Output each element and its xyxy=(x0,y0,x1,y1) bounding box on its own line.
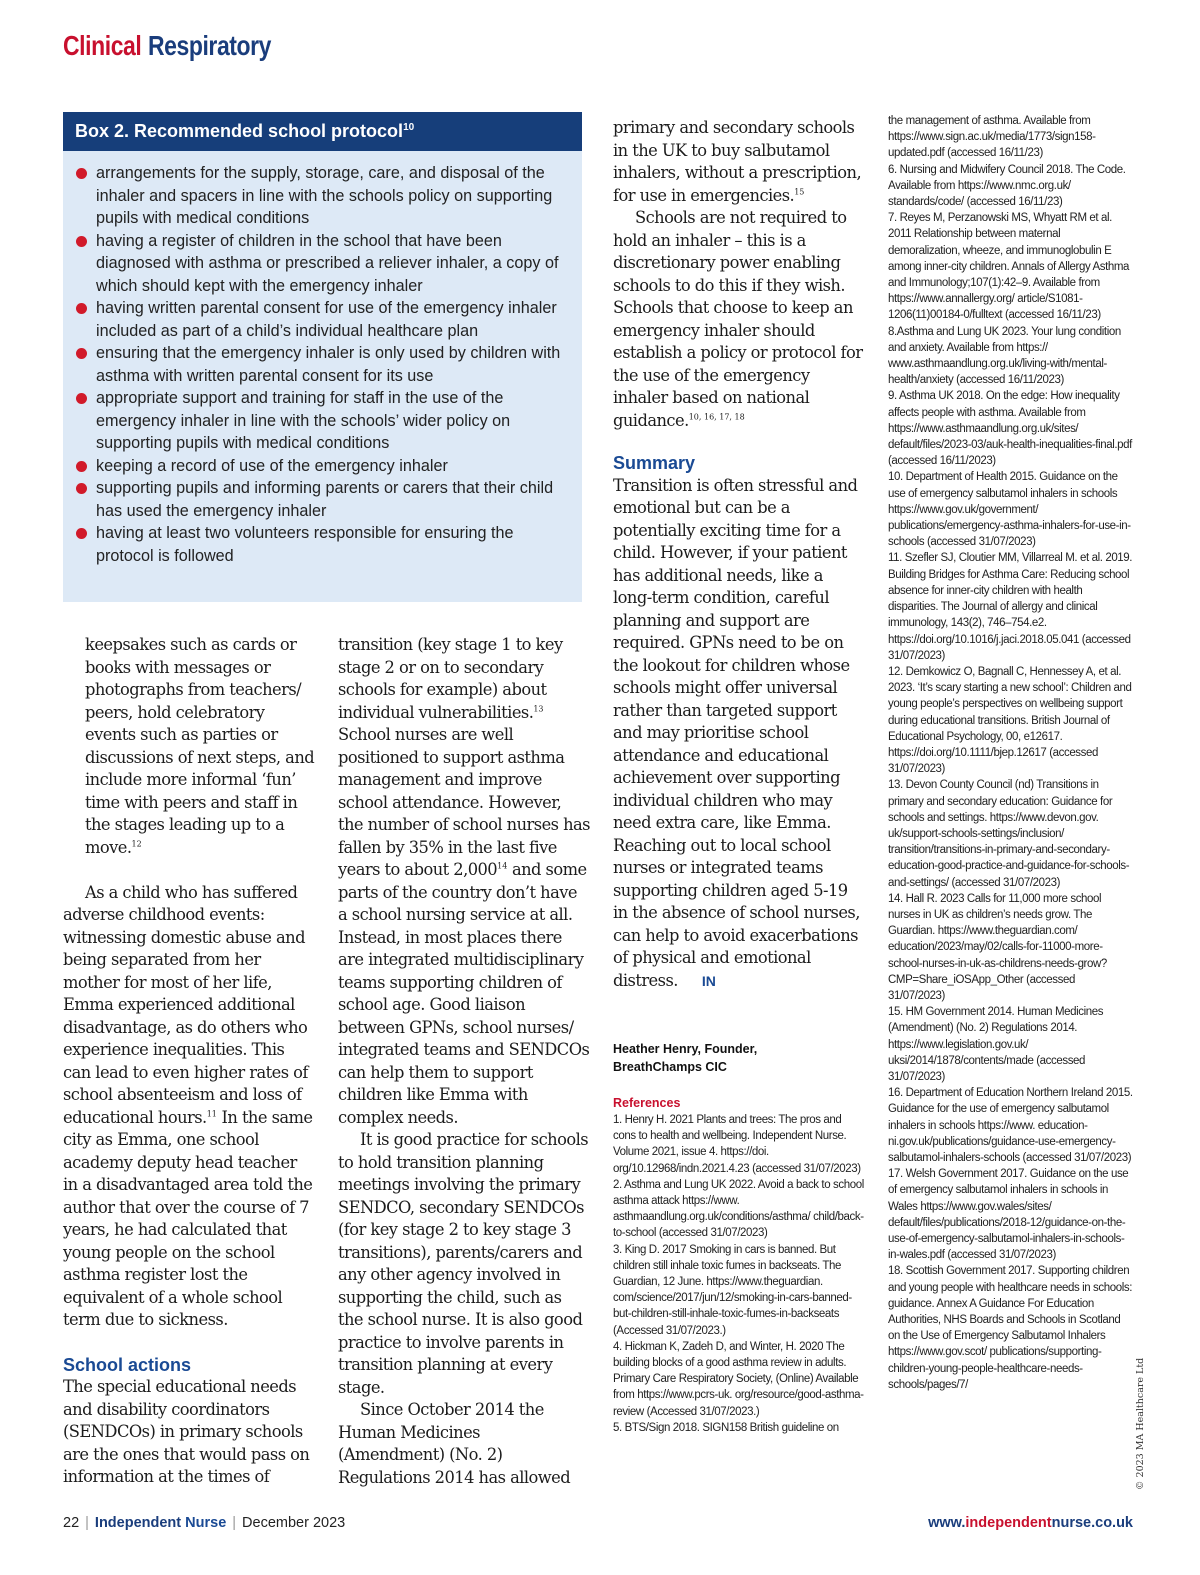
list-item: having a register of children in the school that have been diagnosed with asthma or prescribed a reliever inhaler, a copy of which should kept with the emergency inhaler xyxy=(75,230,575,298)
list-item: keeping a record of use of the emergency inhaler xyxy=(75,455,575,478)
subsection-label: Respiratory xyxy=(147,30,272,61)
section-header xyxy=(63,30,271,62)
list-item: having written parental consent for use of the emergency inhaler included as part of a child’s individual healthcare plan xyxy=(75,297,575,342)
list-item: ensuring that the emergency inhaler is only used by children with asthma with written parental consent for its use xyxy=(75,342,575,387)
reference-item: 7. Reyes M, Perzanowski MS, Whyatt RM et al. 2011 Relationship between maternal demoralization, wheeze, and immunoglobulin E among inner-city children. Annals of Allergy Asthma and Immunology;107(1):42–9. Available from https://www.annallergy.org/ article/S1081-1206(11)00184-0/fulltext (accessed 16/11/23) xyxy=(888,212,1130,322)
body-column-2 xyxy=(338,634,590,1489)
reference-item: 10. Department of Health 2015. Guidance on the use of emergency salbutamol inhalers in schools https://www.gov.uk/government/ publications/emergency-asthma-inhalers-for-use-in-schools (accessed 31/07/2023) xyxy=(888,471,1131,549)
body-column-1 xyxy=(63,634,315,1489)
box-title-ref: 10 xyxy=(403,122,415,133)
reference-item: 3. King D. 2017 Smoking in cars is banned. But children still inhale toxic fumes in backseats. The Guardian, 12 June. https://www.theguardian. com/science/2017/jun/12/smoking-in-cars-banned-but-children-still-inhale-toxic-fumes-in-backseats (Accessed 31/07/2023.) xyxy=(613,1243,852,1337)
page-footer: 22 | Independent Nurse | December 2023 xyxy=(63,1515,346,1531)
reference-item: the management of asthma. Available from https://www.sign.ac.uk/media/1773/sign158-updated.pdf (accessed 16/11/23) xyxy=(888,115,1096,160)
paragraph: primary and secondary schools in the UK to buy salbutamol inhalers, without a prescription, for use in emergencies.$^{15}$ xyxy=(613,118,862,205)
reference-item: 17. Welsh Government 2017. Guidance on the use of emergency salbutamol inhalers in schools in Wales https://www.gov.wales/sites/ default/files/publications/2018-12/guidance-on-the-use-of-emergency-salbutamol-inhalers-in-schools-in-wales.pdf (accessed 31/07/2023) xyxy=(888,1168,1129,1262)
author-credit: Heather Henry, Founder, BreathChamps CIC xyxy=(613,1042,758,1074)
reference-item: 12. Demkowicz O, Bagnall C, Hennessey A, et al. 2023. ‘It’s scary starting a new school’: Children and young people’s perspectives on wellbeing support during educational transitions. British Journal of Educational Psychology, 00, e12617. https://doi.org/10.1111/bjep.12617 (accessed 31/07/2023) xyxy=(888,665,1132,776)
end-mark: IN xyxy=(701,972,716,989)
list-item: having at least two volunteers responsible for ensuring the protocol is followed xyxy=(75,522,575,567)
website-link[interactable]: www.independentnurse.co.uk xyxy=(928,1515,1133,1531)
reference-item: 1. Henry H. 2021 Plants and trees: The pros and cons to health and wellbeing. Independent Nurse. Volume 2021, issue 4. https://doi. org/10.12968/indn.2021.4.23 (accessed 31/07/2023) xyxy=(613,1114,861,1175)
copyright-notice: © 2023 MA Healthcare Ltd xyxy=(1135,1357,1146,1490)
box-title-text: Box 2. Recommended school protocol xyxy=(75,121,404,141)
reference-item: 14. Hall R. 2023 Calls for 11,000 more school nurses in UK as children’s needs grow. The Guardian. https://www.theguardian.com/ education/2023/may/02/calls-for-11000-more-school-nurses-in-uk-as-childrens-needs-grow?CMP=Share_iOSApp_Other (accessed 31/07/2023) xyxy=(888,892,1107,1002)
list-item: appropriate support and training for staff in the use of the emergency inhaler in line with the schools’ wider policy on supporting pupils with medical conditions xyxy=(75,387,575,455)
reference-item: 6. Nursing and Midwifery Council 2018. The Code. Available from https://www.nmc.org.uk/ standards/code/ (accessed 16/11/23) xyxy=(888,163,1126,209)
paragraph: keepsakes such as cards or books with messages or photographs from teachers/ peers, hold celebratory events such as parties or discussions of next steps, and include more informal ‘fun’ time with peers and staff in the stages leading up to a move.$^{12}$ xyxy=(85,635,315,857)
section-label: Clinical xyxy=(63,30,142,61)
paragraph: The special educational needs and disability coordinators (SENDCOs) in primary schools are the ones that would pass on information at the times of xyxy=(63,1377,310,1486)
list-item: arrangements for the supply, storage, care, and disposal of the inhaler and spacers in line with the schools policy on supporting pupils with medical conditions xyxy=(75,162,575,230)
paragraph: Transition is often stressful and emotional but can be a potentially exciting time for a child. However, if your patient has additional needs, like a long-term condition, careful planning and support are required. GPNs need to be on the lookout for children whose schools might offer universal rather than targeted support and may prioritise school attendance and educational achievement over supporting individual children who may need extra care, like Emma. Reaching out to local school nurses or integrated teams supporting children aged 5-19 in the absence of school nurses, can help to avoid exacerbations of physical and emotional distress. IN xyxy=(613,475,860,990)
section-heading-summary: Summary xyxy=(613,453,696,473)
references-title: References xyxy=(613,1096,681,1110)
reference-item: 11. Szefler SJ, Cloutier MM, Villarreal M. et al. 2019. Building Bridges for Asthma Care: Reducing school absence for inner-city children with health disparities. The Journal of allergy and clinical immunology, 143(2), 746–754.e2. https://doi.org/10.1016/j.jaci.2018.05.041 (accessed 31/07/2023) xyxy=(888,552,1133,662)
paragraph: It is good practice for schools to hold transition planning meetings involving the primary SENDCO, secondary SENDCOs (for key stage 2 to key stage 3 transitions), parents/carers and any other agency involved in supporting the child, such as the school nurse. It is also good practice to involve parents in transition planning at every stage. xyxy=(338,1130,589,1397)
reference-item: 8.Asthma and Lung UK 2023. Your lung condition and anxiety. Available from https:// www.asthmaandlung.org.uk/living-with/mental-health/anxiety (accessed 16/11/2023) xyxy=(888,325,1121,387)
publication-name-b: Nurse xyxy=(185,1515,227,1531)
reference-item: 2. Asthma and Lung UK 2022. Avoid a back to school asthma attack https://www. asthmaandlung.org.uk/conditions/asthma/ child/back-to-school (accessed 31/07/2023) xyxy=(613,1178,864,1240)
reference-item: 15. HM Government 2014. Human Medicines (Amendment) (No. 2) Regulations 2014. https://www.legislation.gov.uk/ uksi/2014/1878/contents/made (accessed 31/07/2023) xyxy=(888,1006,1104,1083)
reference-item: 18. Scottish Government 2017. Supporting children and young people with healthcare needs in schools: guidance. Annex A Guidance For Education Authorities, NHS Boards and Schools in Scotland on the Use of Emergency Salbutamol Inhalers https://www.gov.scot/ publications/supporting-children-young-people-healthcare-needs-schools/pages/7/ xyxy=(888,1265,1133,1391)
reference-item: 5. BTS/Sign 2018. SIGN158 British guideline on xyxy=(613,1421,839,1434)
section-heading-school-actions: School actions xyxy=(63,1354,192,1375)
reference-item: 16. Department of Education Northern Ireland 2015. Guidance for the use of emergency salbutamol inhalers in schools https://www. education-ni.gov.uk/publications/guidance-use-emergency-salbutamol-inhalers-schools (accessed 31/07/2023) xyxy=(888,1087,1133,1164)
body-column-3 xyxy=(613,117,866,992)
reference-item: 9. Asthma UK 2018. On the edge: How inequality affects people with asthma. Available from https://www.asthmaandlung.org.uk/sites/ default/files/2023-03/auk-health-inequalities-final.pdf (accessed 16/11/2023) xyxy=(888,390,1132,468)
paragraph: Since October 2014 the Human Medicines (Amendment) (No. 2) Regulations 2014 has allowed xyxy=(338,1400,571,1487)
publication-name-a: Independent xyxy=(94,1515,182,1531)
references-list-2 xyxy=(888,113,1134,1393)
protocol-box xyxy=(63,112,582,602)
paragraph: As a child who has suffered adverse childhood events: witnessing domestic abuse and being separated from her mother for most of her life, Emma experienced additional disadvantage, as do others who experience inequalities. This can lead to even higher rates of school absenteeism and loss of educational hours.$^{11}$ In the same city as Emma, one school academy deputy head teacher in a disadvantaged area told the author that over the course of 7 years, he had calculated that young people on the school asthma register lost the equivalent of a whole school term due to sickness. xyxy=(63,882,313,1329)
paragraph: Schools are not required to hold an inhaler – this is a discretionary power enabling schools to do this if they wish. Schools that choose to keep an emergency inhaler should establish a policy or protocol for the use of the emergency inhaler based on national guidance.$^{10, 16, 17, 18}$ xyxy=(613,208,863,430)
box-title xyxy=(63,112,582,151)
references-list-1 xyxy=(613,1112,866,1436)
reference-item: 13. Devon County Council (nd) Transitions in primary and secondary education: Guidance for schools and settings. https://www.devon.gov. uk/support-schools-settings/inclusion/ transition/transitions-in-primary-and-secondary-education-good-practice-and-guidance-for-schools-and-settings/ (accessed 31/07/2023) xyxy=(888,779,1130,889)
protocol-list xyxy=(75,162,575,567)
issue-date: December 2023 xyxy=(242,1515,346,1531)
page-number: 22 xyxy=(63,1515,80,1531)
paragraph: transition (key stage 1 to key stage 2 or on to secondary schools for example) about individual vulnerabilities.$^{13}$ School nurses are well positioned to support asthma management and improve school attendance. However, the number of school nurses has fallen by 35% in the last five years to about 2,000$^{14}$ and some parts of the country don’t have a school nursing service at all. Instead, in most places there are integrated multidisciplinary teams supporting children of school age. Good liaison between GPNs, school nurses/ integrated teams and SENDCOs can help them to support children like Emma with complex needs. xyxy=(338,635,590,1127)
list-item: supporting pupils and informing parents or carers that their child has used the emergency inhaler xyxy=(75,477,575,522)
reference-item: 4. Hickman K, Zadeh D, and Winter, H. 2020 The building blocks of a good asthma review in adults. Primary Care Respiratory Society, (Online) Available from https://www.pcrs-uk. org/resource/good-asthma-review (Accessed 31/07/2023.) xyxy=(613,1340,864,1418)
